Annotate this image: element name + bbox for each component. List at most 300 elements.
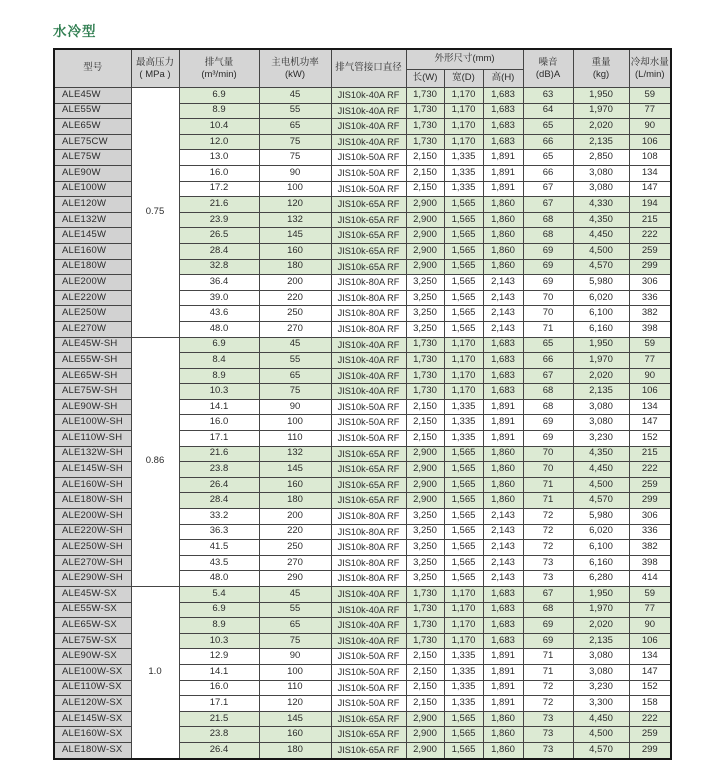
cell-motor-power: 270 (259, 555, 331, 571)
cell-height: 1,683 (483, 368, 523, 384)
cell-width: 1,335 (444, 680, 483, 696)
cell-length: 2,150 (406, 165, 444, 181)
cell-pipe-diameter: JIS10k-50A RF (331, 431, 406, 447)
cell-width: 1,170 (444, 618, 483, 634)
cell-cooling-water: 299 (629, 493, 671, 509)
cell-cooling-water: 77 (629, 602, 671, 618)
cell-height: 1,683 (483, 134, 523, 150)
cell-cooling-water: 106 (629, 384, 671, 400)
cell-pipe-diameter: JIS10k-65A RF (331, 742, 406, 758)
cell-length: 2,150 (406, 680, 444, 696)
cell-weight: 3,080 (573, 649, 629, 665)
cell-noise: 67 (523, 197, 573, 213)
cell-weight: 6,100 (573, 306, 629, 322)
cell-length: 2,900 (406, 727, 444, 743)
cell-motor-power: 160 (259, 243, 331, 259)
cell-motor-power: 145 (259, 228, 331, 244)
cell-cooling-water: 147 (629, 415, 671, 431)
cell-motor-power: 200 (259, 275, 331, 291)
cell-height: 1,891 (483, 696, 523, 712)
cell-length: 2,900 (406, 493, 444, 509)
cell-length: 2,150 (406, 150, 444, 166)
cell-weight: 2,020 (573, 368, 629, 384)
cell-motor-power: 220 (259, 290, 331, 306)
cell-max-pressure: 0.75 (131, 88, 179, 338)
col-unit: (L/min) (635, 68, 665, 80)
cell-pipe-diameter: JIS10k-40A RF (331, 618, 406, 634)
cell-model: ALE65W (54, 119, 131, 135)
cell-weight: 4,570 (573, 493, 629, 509)
cell-displacement: 26.4 (179, 477, 259, 493)
cell-displacement: 8.4 (179, 353, 259, 369)
cell-height: 2,143 (483, 290, 523, 306)
cell-weight: 6,020 (573, 524, 629, 540)
cell-length: 2,150 (406, 664, 444, 680)
cell-weight: 4,350 (573, 446, 629, 462)
cell-noise: 71 (523, 493, 573, 509)
cell-model: ALE145W-SH (54, 462, 131, 478)
cell-noise: 72 (523, 696, 573, 712)
cell-width: 1,565 (444, 212, 483, 228)
cell-motor-power: 160 (259, 727, 331, 743)
cell-length: 3,250 (406, 555, 444, 571)
cell-noise: 67 (523, 368, 573, 384)
cell-model: ALE110W-SX (54, 680, 131, 696)
cell-height: 1,860 (483, 197, 523, 213)
col-label: 排气量 (204, 57, 234, 69)
cell-model: ALE220W-SH (54, 524, 131, 540)
cell-weight: 3,080 (573, 181, 629, 197)
cell-height: 1,860 (483, 446, 523, 462)
cell-height: 1,860 (483, 462, 523, 478)
cell-width: 1,565 (444, 477, 483, 493)
cell-motor-power: 132 (259, 212, 331, 228)
cell-motor-power: 200 (259, 509, 331, 525)
cell-pipe-diameter: JIS10k-50A RF (331, 415, 406, 431)
cell-displacement: 17.2 (179, 181, 259, 197)
cell-width: 1,565 (444, 290, 483, 306)
cell-noise: 71 (523, 321, 573, 337)
col-unit: (m³/min) (201, 68, 237, 80)
cell-weight: 2,135 (573, 134, 629, 150)
cell-cooling-water: 306 (629, 275, 671, 291)
cell-width: 1,170 (444, 587, 483, 603)
col-header-length: 长(W) (406, 70, 444, 88)
cell-height: 1,891 (483, 649, 523, 665)
cell-width: 1,565 (444, 711, 483, 727)
cell-weight: 4,330 (573, 197, 629, 213)
cell-pipe-diameter: JIS10k-80A RF (331, 290, 406, 306)
cell-weight: 1,970 (573, 103, 629, 119)
cell-displacement: 16.0 (179, 415, 259, 431)
col-header-weight (573, 49, 629, 88)
cell-noise: 66 (523, 353, 573, 369)
cell-noise: 70 (523, 446, 573, 462)
cell-length: 3,250 (406, 509, 444, 525)
cell-cooling-water: 90 (629, 119, 671, 135)
cell-cooling-water: 222 (629, 462, 671, 478)
cell-height: 1,683 (483, 337, 523, 353)
cell-model: ALE65W-SH (54, 368, 131, 384)
cell-width: 1,170 (444, 384, 483, 400)
cell-cooling-water: 299 (629, 259, 671, 275)
cell-displacement: 21.5 (179, 711, 259, 727)
cell-height: 1,891 (483, 680, 523, 696)
cell-weight: 5,980 (573, 509, 629, 525)
cell-noise: 70 (523, 306, 573, 322)
cell-pipe-diameter: JIS10k-40A RF (331, 384, 406, 400)
cell-motor-power: 160 (259, 477, 331, 493)
cell-noise: 70 (523, 290, 573, 306)
cell-noise: 69 (523, 275, 573, 291)
cell-motor-power: 75 (259, 384, 331, 400)
cell-cooling-water: 152 (629, 680, 671, 696)
cell-pipe-diameter: JIS10k-80A RF (331, 306, 406, 322)
cell-height: 1,683 (483, 103, 523, 119)
cell-height: 1,891 (483, 431, 523, 447)
table-row (54, 337, 671, 353)
cell-weight: 1,950 (573, 88, 629, 104)
cell-displacement: 23.8 (179, 462, 259, 478)
cell-pipe-diameter: JIS10k-40A RF (331, 602, 406, 618)
cell-model: ALE145W-SX (54, 711, 131, 727)
cell-model: ALE132W-SH (54, 446, 131, 462)
cell-pipe-diameter: JIS10k-65A RF (331, 477, 406, 493)
cell-displacement: 6.9 (179, 602, 259, 618)
cell-cooling-water: 398 (629, 555, 671, 571)
cell-displacement: 33.2 (179, 509, 259, 525)
cell-model: ALE90W-SH (54, 399, 131, 415)
cell-displacement: 36.4 (179, 275, 259, 291)
cell-model: ALE180W-SH (54, 493, 131, 509)
cell-length: 2,900 (406, 742, 444, 758)
cell-weight: 6,160 (573, 321, 629, 337)
cell-motor-power: 145 (259, 462, 331, 478)
cell-width: 1,170 (444, 337, 483, 353)
cell-length: 3,250 (406, 321, 444, 337)
cell-weight: 2,020 (573, 618, 629, 634)
cell-length: 2,150 (406, 431, 444, 447)
cell-displacement: 23.9 (179, 212, 259, 228)
cell-cooling-water: 59 (629, 587, 671, 603)
col-label: 重量 (591, 57, 611, 69)
cell-pipe-diameter: JIS10k-65A RF (331, 711, 406, 727)
cell-noise: 65 (523, 119, 573, 135)
cell-pipe-diameter: JIS10k-65A RF (331, 197, 406, 213)
cell-cooling-water: 306 (629, 509, 671, 525)
cell-weight: 4,500 (573, 727, 629, 743)
cell-weight: 3,230 (573, 431, 629, 447)
cell-cooling-water: 215 (629, 446, 671, 462)
cell-width: 1,170 (444, 602, 483, 618)
cell-pipe-diameter: JIS10k-40A RF (331, 633, 406, 649)
cell-weight: 3,080 (573, 415, 629, 431)
spec-table-body (54, 88, 671, 759)
cell-weight: 2,135 (573, 384, 629, 400)
cell-cooling-water: 336 (629, 290, 671, 306)
cell-width: 1,565 (444, 446, 483, 462)
cell-model: ALE100W (54, 181, 131, 197)
cell-length: 2,900 (406, 212, 444, 228)
cell-weight: 3,300 (573, 696, 629, 712)
cell-cooling-water: 222 (629, 711, 671, 727)
cell-length: 1,730 (406, 618, 444, 634)
cell-motor-power: 110 (259, 680, 331, 696)
cell-noise: 66 (523, 134, 573, 150)
spec-table (53, 48, 672, 760)
cell-width: 1,170 (444, 88, 483, 104)
cell-pipe-diameter: JIS10k-80A RF (331, 540, 406, 556)
cell-width: 1,565 (444, 259, 483, 275)
cell-displacement: 26.5 (179, 228, 259, 244)
cell-weight: 6,100 (573, 540, 629, 556)
cell-length: 3,250 (406, 524, 444, 540)
cell-motor-power: 270 (259, 321, 331, 337)
cell-length: 1,730 (406, 119, 444, 135)
cell-width: 1,565 (444, 727, 483, 743)
cell-weight: 3,080 (573, 664, 629, 680)
cell-cooling-water: 259 (629, 477, 671, 493)
cell-motor-power: 65 (259, 618, 331, 634)
cell-noise: 69 (523, 415, 573, 431)
cell-displacement: 10.3 (179, 633, 259, 649)
cell-height: 1,891 (483, 415, 523, 431)
cell-motor-power: 110 (259, 431, 331, 447)
cell-motor-power: 55 (259, 353, 331, 369)
cell-cooling-water: 336 (629, 524, 671, 540)
cell-height: 2,143 (483, 275, 523, 291)
cell-pipe-diameter: JIS10k-80A RF (331, 275, 406, 291)
cell-width: 1,170 (444, 353, 483, 369)
cell-model: ALE200W (54, 275, 131, 291)
cell-length: 2,900 (406, 446, 444, 462)
cell-model: ALE65W-SX (54, 618, 131, 634)
cell-displacement: 8.9 (179, 368, 259, 384)
cell-displacement: 6.9 (179, 88, 259, 104)
cell-pipe-diameter: JIS10k-80A RF (331, 555, 406, 571)
cell-motor-power: 45 (259, 337, 331, 353)
cell-motor-power: 90 (259, 165, 331, 181)
cell-pipe-diameter: JIS10k-50A RF (331, 680, 406, 696)
cell-displacement: 8.9 (179, 103, 259, 119)
cell-cooling-water: 134 (629, 649, 671, 665)
cell-model: ALE90W-SX (54, 649, 131, 665)
cell-cooling-water: 299 (629, 742, 671, 758)
cell-motor-power: 65 (259, 368, 331, 384)
cell-displacement: 26.4 (179, 742, 259, 758)
cell-height: 2,143 (483, 571, 523, 587)
cell-height: 1,683 (483, 602, 523, 618)
col-header-cooling-water (629, 49, 671, 88)
cell-cooling-water: 194 (629, 197, 671, 213)
cell-motor-power: 75 (259, 134, 331, 150)
cell-height: 1,683 (483, 587, 523, 603)
cell-pipe-diameter: JIS10k-40A RF (331, 134, 406, 150)
cell-width: 1,170 (444, 368, 483, 384)
cell-model: ALE55W (54, 103, 131, 119)
cell-displacement: 48.0 (179, 571, 259, 587)
cell-height: 1,860 (483, 727, 523, 743)
cell-length: 1,730 (406, 602, 444, 618)
cell-model: ALE45W (54, 88, 131, 104)
col-label: 外形尺寸(mm) (434, 53, 495, 65)
cell-pipe-diameter: JIS10k-65A RF (331, 212, 406, 228)
cell-model: ALE220W (54, 290, 131, 306)
cell-cooling-water: 77 (629, 353, 671, 369)
cell-weight: 3,080 (573, 165, 629, 181)
cell-length: 3,250 (406, 290, 444, 306)
cell-weight: 6,280 (573, 571, 629, 587)
cell-cooling-water: 147 (629, 664, 671, 680)
cell-displacement: 14.1 (179, 664, 259, 680)
col-label: 噪音 (538, 57, 558, 69)
col-header-noise (523, 49, 573, 88)
cell-cooling-water: 108 (629, 150, 671, 166)
col-header-model (54, 49, 131, 88)
cell-width: 1,335 (444, 664, 483, 680)
cell-height: 1,860 (483, 711, 523, 727)
table-row (54, 88, 671, 104)
cell-cooling-water: 215 (629, 212, 671, 228)
cell-pipe-diameter: JIS10k-40A RF (331, 368, 406, 384)
cell-pipe-diameter: JIS10k-50A RF (331, 664, 406, 680)
cell-displacement: 10.3 (179, 384, 259, 400)
cell-height: 2,143 (483, 321, 523, 337)
cell-displacement: 21.6 (179, 197, 259, 213)
cell-model: ALE110W-SH (54, 431, 131, 447)
cell-pipe-diameter: JIS10k-40A RF (331, 88, 406, 104)
cell-cooling-water: 134 (629, 165, 671, 181)
cell-width: 1,565 (444, 540, 483, 556)
cell-length: 1,730 (406, 587, 444, 603)
cell-displacement: 43.6 (179, 306, 259, 322)
cell-width: 1,565 (444, 228, 483, 244)
cell-max-pressure: 1.0 (131, 587, 179, 759)
cell-displacement: 17.1 (179, 696, 259, 712)
cell-length: 2,150 (406, 399, 444, 415)
cell-weight: 4,450 (573, 228, 629, 244)
cell-height: 1,683 (483, 88, 523, 104)
cell-pipe-diameter: JIS10k-50A RF (331, 181, 406, 197)
cell-motor-power: 100 (259, 664, 331, 680)
cell-motor-power: 250 (259, 540, 331, 556)
cell-model: ALE75W-SH (54, 384, 131, 400)
cell-weight: 4,500 (573, 477, 629, 493)
cell-motor-power: 220 (259, 524, 331, 540)
cell-cooling-water: 158 (629, 696, 671, 712)
cell-model: ALE180W-SX (54, 742, 131, 758)
cell-width: 1,565 (444, 306, 483, 322)
cell-height: 2,143 (483, 509, 523, 525)
cell-model: ALE75CW (54, 134, 131, 150)
cell-motor-power: 250 (259, 306, 331, 322)
cell-noise: 68 (523, 228, 573, 244)
cell-length: 2,150 (406, 649, 444, 665)
cell-model: ALE90W (54, 165, 131, 181)
cell-model: ALE45W-SX (54, 587, 131, 603)
cell-motor-power: 180 (259, 259, 331, 275)
cell-width: 1,565 (444, 462, 483, 478)
cell-pipe-diameter: JIS10k-65A RF (331, 446, 406, 462)
cell-displacement: 12.9 (179, 649, 259, 665)
cell-width: 1,335 (444, 399, 483, 415)
cell-weight: 4,570 (573, 742, 629, 758)
cell-noise: 73 (523, 571, 573, 587)
cell-displacement: 6.9 (179, 337, 259, 353)
cell-width: 1,170 (444, 134, 483, 150)
cell-noise: 64 (523, 103, 573, 119)
cell-width: 1,335 (444, 150, 483, 166)
col-label: 型号 (83, 62, 103, 74)
col-label: 最高压力 (135, 57, 174, 69)
cell-motor-power: 75 (259, 150, 331, 166)
cell-cooling-water: 106 (629, 633, 671, 649)
cell-noise: 67 (523, 587, 573, 603)
col-header-max-pressure (131, 49, 179, 88)
cell-model: ALE270W (54, 321, 131, 337)
cell-noise: 71 (523, 664, 573, 680)
cell-noise: 67 (523, 181, 573, 197)
cell-height: 1,891 (483, 181, 523, 197)
cell-motor-power: 132 (259, 446, 331, 462)
cell-weight: 1,950 (573, 337, 629, 353)
cell-cooling-water: 152 (629, 431, 671, 447)
cell-model: ALE180W (54, 259, 131, 275)
cell-length: 2,900 (406, 259, 444, 275)
cell-noise: 72 (523, 509, 573, 525)
cell-width: 1,335 (444, 696, 483, 712)
cell-weight: 2,020 (573, 119, 629, 135)
cell-noise: 73 (523, 742, 573, 758)
cell-model: ALE160W (54, 243, 131, 259)
cell-pipe-diameter: JIS10k-80A RF (331, 321, 406, 337)
cell-length: 2,900 (406, 197, 444, 213)
cell-noise: 68 (523, 602, 573, 618)
cell-displacement: 48.0 (179, 321, 259, 337)
cell-weight: 2,135 (573, 633, 629, 649)
cell-weight: 4,450 (573, 711, 629, 727)
cell-pipe-diameter: JIS10k-50A RF (331, 165, 406, 181)
cell-motor-power: 180 (259, 742, 331, 758)
cell-motor-power: 65 (259, 119, 331, 135)
cell-cooling-water: 77 (629, 103, 671, 119)
cell-model: ALE45W-SH (54, 337, 131, 353)
cell-noise: 72 (523, 540, 573, 556)
cell-pipe-diameter: JIS10k-50A RF (331, 696, 406, 712)
col-header-dimensions (406, 49, 523, 70)
cell-model: ALE250W (54, 306, 131, 322)
cell-cooling-water: 59 (629, 337, 671, 353)
cell-motor-power: 100 (259, 415, 331, 431)
cell-height: 1,860 (483, 228, 523, 244)
cell-motor-power: 145 (259, 711, 331, 727)
cell-displacement: 12.0 (179, 134, 259, 150)
cell-height: 1,860 (483, 493, 523, 509)
cell-weight: 4,500 (573, 243, 629, 259)
cell-noise: 69 (523, 633, 573, 649)
cell-displacement: 28.4 (179, 493, 259, 509)
cell-motor-power: 100 (259, 181, 331, 197)
cell-pipe-diameter: JIS10k-40A RF (331, 353, 406, 369)
cell-height: 1,683 (483, 633, 523, 649)
cell-model: ALE100W-SX (54, 664, 131, 680)
cell-pipe-diameter: JIS10k-50A RF (331, 150, 406, 166)
cell-motor-power: 55 (259, 602, 331, 618)
cell-displacement: 16.0 (179, 680, 259, 696)
cell-weight: 5,980 (573, 275, 629, 291)
cell-width: 1,170 (444, 103, 483, 119)
cell-model: ALE132W (54, 212, 131, 228)
